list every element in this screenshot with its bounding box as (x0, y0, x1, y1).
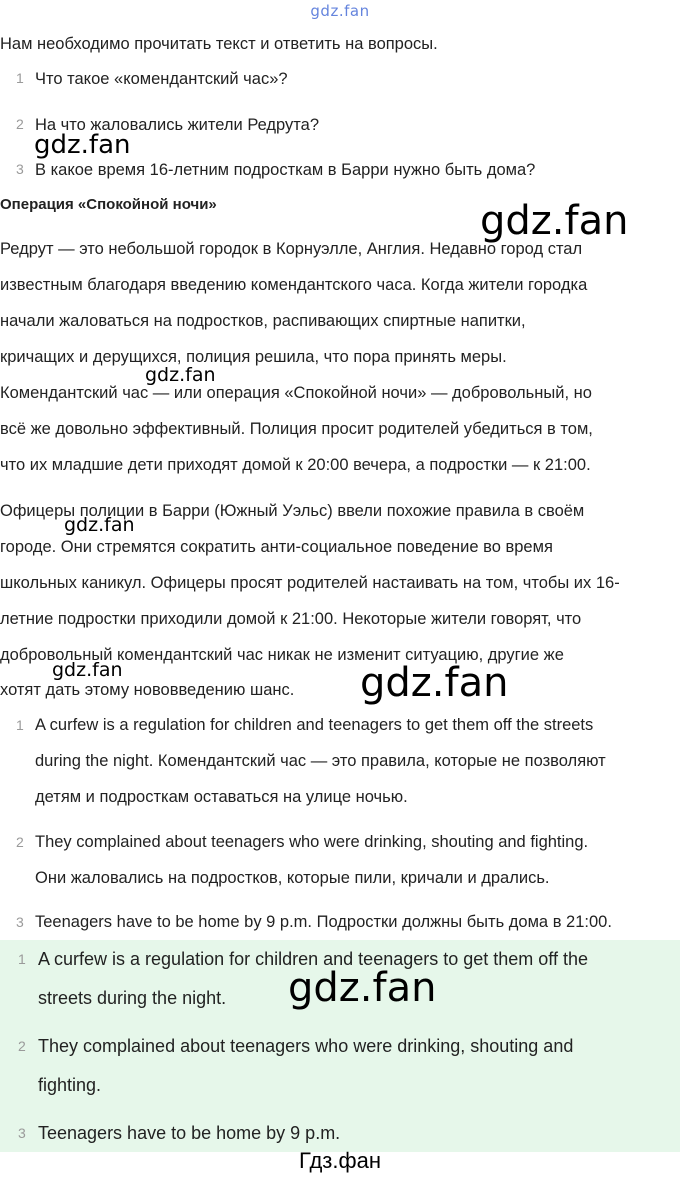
paragraph-line: что их младшие дети приходят домой к 20:00 вечера, а подростки — к 21:00. (0, 456, 591, 474)
answer-number: 1 (16, 717, 24, 733)
paragraph-line: всё же довольно эффективный. Полиция просит родителей убедиться в том, (0, 420, 593, 438)
paragraph-line: хотят дать этому нововведению шанс. (0, 681, 295, 699)
paragraph-line: начали жаловаться на подростков, распивающих спиртные напитки, (0, 312, 526, 330)
question-number: 1 (16, 70, 24, 86)
question-text: Что такое «комендантский час»? (35, 70, 288, 88)
final-answer-number: 1 (18, 951, 26, 967)
section-heading: Операция «Спокойной ночи» (0, 196, 217, 213)
final-answer-line: streets during the night. (38, 988, 227, 1008)
intro-text: Нам необходимо прочитать текст и ответить на вопросы. (0, 35, 438, 53)
answer-number: 3 (16, 914, 24, 930)
question-number: 2 (16, 116, 24, 132)
watermark: gdz.fan (52, 659, 123, 681)
question-text: В какое время 16-летним подросткам в Барри нужно быть дома? (35, 161, 536, 179)
answer-line: детям и подросткам оставаться на улице ночью. (35, 788, 408, 806)
paragraph-line: известным благодаря введению комендантского часа. Когда жители городка (0, 276, 588, 294)
paragraph-line: добровольный комендантский час никак не изменит ситуацию, другие же (0, 646, 564, 664)
answer-line: Teenagers have to be home by 9 p.m. Подростки должны быть дома в 21:00. (35, 913, 612, 931)
final-answer-line: Teenagers have to be home by 9 p.m. (38, 1123, 341, 1143)
paragraph-line: школьных каникул. Офицеры просят родителей настаивать на том, чтобы их 16- (0, 574, 620, 592)
top-watermark: gdz.fan (310, 2, 370, 20)
final-answer-number: 2 (18, 1038, 26, 1054)
question-text: На что жаловались жители Редрута? (35, 116, 320, 134)
final-answer-number: 3 (18, 1125, 26, 1141)
watermark: gdz.fan (480, 198, 629, 244)
watermark: gdz.fan (34, 130, 131, 160)
answer-line: A curfew is a regulation for children and teenagers to get them off the streets (35, 716, 594, 734)
paragraph-line: Комендантский час — или операция «Спокойной ночи» — добровольный, но (0, 384, 592, 402)
answer-line: They complained about teenagers who were drinking, shouting and fighting. (35, 833, 589, 851)
watermark: gdz.fan (288, 965, 437, 1011)
answer-line: Они жаловались на подростков, которые пили, кричали и дрались. (35, 869, 550, 887)
paragraph-line: Редрут — это небольшой городок в Корнуэлле, Англия. Недавно город стал (0, 240, 583, 258)
paragraph-line: Офицеры полиции в Барри (Южный Уэльс) ввели похожие правила в своём (0, 502, 585, 520)
final-answer-line: They complained about teenagers who were drinking, shouting and (38, 1036, 574, 1056)
paragraph-line: городе. Они стремятся сократить анти-социальное поведение во время (0, 538, 553, 556)
final-answer-line: fighting. (38, 1075, 102, 1095)
footer-watermark: Гдз.фан (299, 1148, 381, 1173)
question-number: 3 (16, 161, 24, 177)
paragraph-line: кричащих и дерущихся, полиция решила, что пора принять меры. (0, 348, 507, 366)
watermark: gdz.fan (64, 514, 135, 536)
answer-number: 2 (16, 834, 24, 850)
paragraph-line: летние подростки приходили домой к 21:00. Некоторые жители говорят, что (0, 610, 582, 628)
answer-line: during the night. Комендантский час — это правила, которые не позволяют (35, 752, 606, 770)
watermark: gdz.fan (360, 660, 509, 706)
watermark: gdz.fan (145, 364, 216, 386)
final-answer-line: A curfew is a regulation for children and teenagers to get them off the (38, 949, 589, 969)
